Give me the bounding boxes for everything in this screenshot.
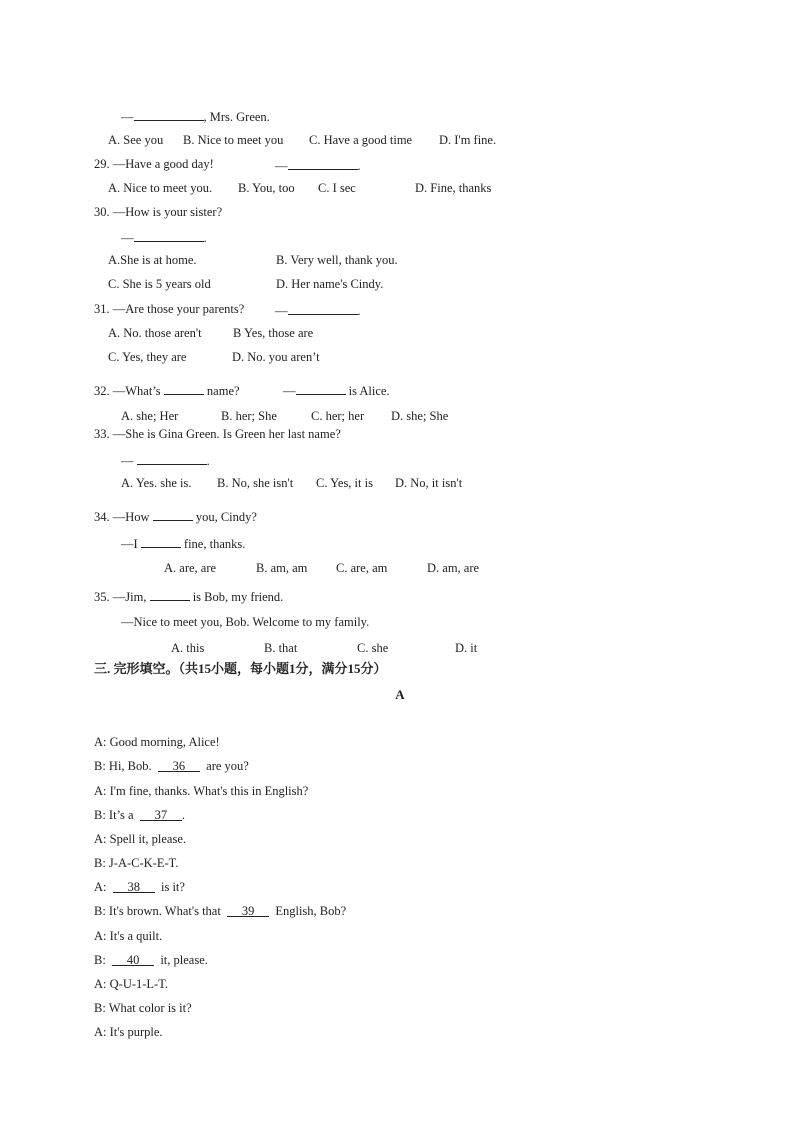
q33-option-c: C. Yes, it is [316, 476, 373, 490]
q35-response: —Nice to meet you, Bob. Welcome to my family. [121, 615, 370, 629]
q35-option-a: A. this [171, 641, 205, 655]
q32-prompt: 32. —What’s name? [94, 384, 240, 398]
q35-option-c: C. she [357, 641, 389, 655]
q28-option-c: C. Have a good time [309, 133, 413, 147]
q35-option-b: B. that [264, 641, 298, 655]
dialogue-line: A: It's a quilt. [94, 929, 163, 943]
dialogue-line: A: Q-U-1-L-T. [94, 977, 169, 991]
dialogue-line: A: Good morning, Alice! [94, 735, 220, 749]
q35-prompt: 35. —Jim, is Bob, my friend. [94, 590, 284, 604]
q31-response: — . [275, 304, 361, 318]
cloze-blank-40: 40 [112, 953, 154, 966]
q28-option-b: B. Nice to meet you [183, 133, 284, 147]
q32-option-d: D. she; She [391, 409, 449, 423]
q29-option-b: B. You, too [238, 181, 295, 195]
answer-blank [134, 229, 204, 242]
q32-option-a: A. she; Her [121, 409, 179, 423]
answer-blank [153, 508, 193, 521]
q30-option-a: A.She is at home. [108, 253, 197, 267]
q30-option-d: D. Her name's Cindy. [276, 277, 384, 291]
q30-response: — . [121, 231, 207, 245]
q31-option-b: B Yes, those are [233, 326, 314, 340]
dialogue-line: B: 40 it, please. [94, 953, 208, 967]
section-heading: 三. 完形填空。（共15小题，每小题1分，满分15分） [94, 661, 387, 676]
q34-prompt: 34. —How you, Cindy? [94, 510, 257, 524]
q31-option-c: C. Yes, they are [108, 350, 187, 364]
answer-blank [150, 588, 190, 601]
q34-response: —I fine, thanks. [121, 537, 246, 551]
q34-option-d: D. am, are [427, 561, 480, 575]
q29-prompt: 29. —Have a good day! [94, 157, 214, 171]
answer-blank [288, 157, 358, 170]
cloze-blank-39: 39 [227, 904, 269, 917]
answer-blank [288, 302, 358, 315]
q28-option-d: D. I'm fine. [439, 133, 497, 147]
q33-option-b: B. No, she isn't [217, 476, 294, 490]
answer-blank [141, 535, 181, 548]
q29-response: — . [275, 159, 361, 173]
dialogue-line: B: It’s a 37 . [94, 808, 185, 822]
dialogue-line: B: J-A-C-K-E-T. [94, 856, 179, 870]
dialogue-line: A: Spell it, please. [94, 832, 186, 846]
dialogue-line: A: 38 is it? [94, 880, 185, 894]
q32-option-c: C. her; her [311, 409, 365, 423]
cloze-blank-38: 38 [113, 880, 155, 893]
q34-option-a: A. are, are [164, 561, 217, 575]
q28-response: — , Mrs. Green. [121, 110, 270, 124]
q33-option-a: A. Yes. she is. [121, 476, 192, 490]
answer-blank [296, 382, 346, 395]
q31-option-d: D. No. you aren’t [232, 350, 320, 364]
q31-option-a: A. No. those aren't [108, 326, 202, 340]
q29-option-d: D. Fine, thanks [415, 181, 492, 195]
cloze-blank-37: 37 [140, 808, 182, 821]
q33-option-d: D. No, it isn't [395, 476, 463, 490]
q30-option-c: C. She is 5 years old [108, 277, 211, 291]
passage-label: A [395, 687, 405, 702]
q35-option-d: D. it [455, 641, 478, 655]
q33-response: — . [121, 454, 210, 468]
q33-prompt: 33. —She is Gina Green. Is Green her last name? [94, 427, 341, 441]
q32-response: — is Alice. [283, 384, 390, 398]
dialogue-line: A: It's purple. [94, 1025, 163, 1039]
dialogue-line: B: Hi, Bob. 36 are you? [94, 759, 249, 773]
q29-option-c: C. I sec [318, 181, 356, 195]
q34-option-b: B. am, am [256, 561, 308, 575]
q28-option-a: A. See you [108, 133, 164, 147]
q31-prompt: 31. —Are those your parents? [94, 302, 245, 316]
answer-blank [137, 452, 207, 465]
q32-option-b: B. her; She [221, 409, 277, 423]
q30-option-b: B. Very well, thank you. [276, 253, 398, 267]
q34-option-c: C. are, am [336, 561, 388, 575]
answer-blank [164, 382, 204, 395]
q30-prompt: 30. —How is your sister? [94, 205, 223, 219]
dialogue-line: B: What color is it? [94, 1001, 192, 1015]
dialogue-line: B: It's brown. What's that 39 English, Bob? [94, 904, 347, 918]
answer-blank [134, 108, 204, 121]
dialogue-line: A: I'm fine, thanks. What's this in English? [94, 784, 309, 798]
q29-option-a: A. Nice to meet you. [108, 181, 213, 195]
cloze-blank-36: 36 [158, 759, 200, 772]
